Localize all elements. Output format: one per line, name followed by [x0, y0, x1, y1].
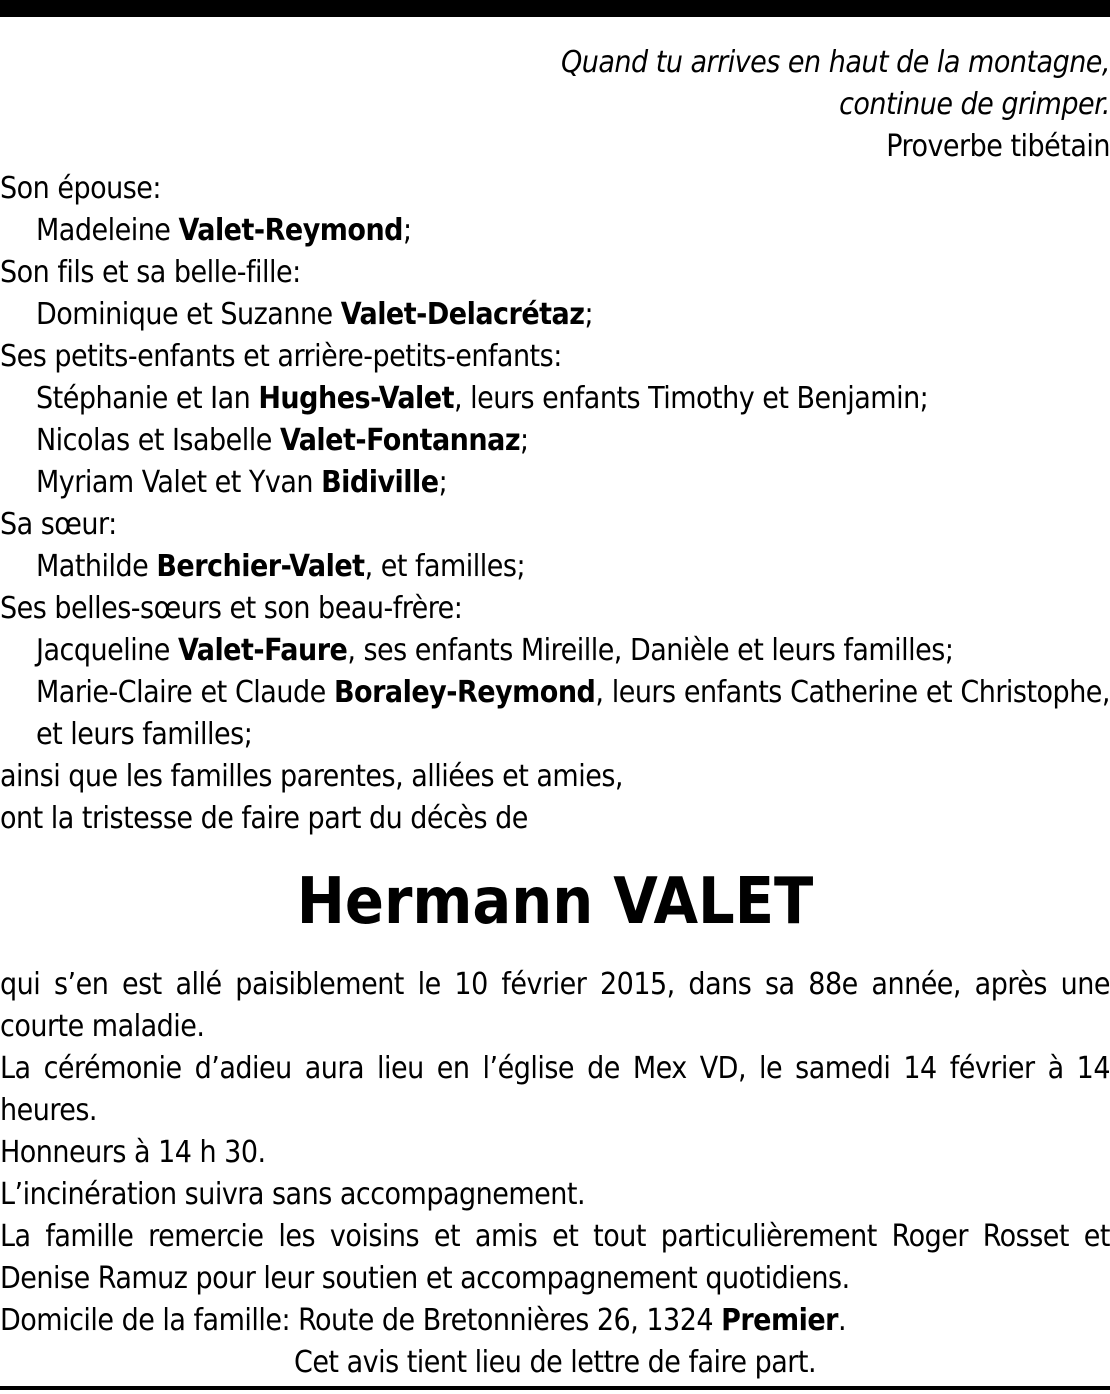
bottom-rule [0, 1386, 1110, 1390]
son-first-names: Dominique et Suzanne [36, 297, 341, 332]
gc1-surname: Hughes-Valet [258, 381, 455, 416]
ceremony-text: La cérémonie d’adieu aura lieu en l’église de Mex VD, le samedi 14 février à 14 heures. [0, 1051, 1110, 1128]
spouse-first-name: Madeleine [36, 213, 179, 248]
inlaw2-surname: Boraley-Reymond [333, 675, 596, 710]
grandchildren-heading: Ses petits-enfants et arrière-petits-enfants: [0, 339, 562, 374]
gc1-rest: , leurs enfants Timothy et Benjamin; [454, 381, 929, 416]
inlaw2-rest: , leurs enfants Catherine et Christophe, et leurs familles; [36, 675, 1110, 752]
gc1-first-names: Stéphanie et Ian [36, 381, 259, 416]
sister-entry [0, 546, 1110, 588]
gc3-surname: Bidiville [321, 465, 439, 500]
spouse-entry: Madeleine Valet-Reymond; [36, 213, 412, 248]
top-rule [0, 0, 1110, 17]
quote-source: Proverbe tibétain [886, 129, 1110, 164]
honours-text: Honneurs à 14 h 30. [0, 1135, 266, 1170]
inlaw2-first-names: Marie-Claire et Claude [36, 675, 334, 710]
grandchild-entry-3: Myriam Valet et Yvan Bidiville; [36, 465, 448, 500]
thanks-text: La famille remercie les voisins et amis et tout particulièrement Roger Rosset et Denise Ramuz pour leur soutien et accompagnement quotidiens. [0, 1219, 1110, 1296]
footer-note: Cet avis tient lieu de lettre de faire part. [293, 1345, 817, 1380]
quote-line-1: Quand tu arrives en haut de la montagne, [561, 45, 1110, 80]
inlaw-entry-2 [0, 672, 1110, 756]
family-list [0, 168, 1110, 840]
gc2-first-names: Nicolas et Isabelle [36, 423, 280, 458]
gc3-first-names: Myriam Valet et Yvan [36, 465, 322, 500]
gc2-surname: Valet-Fontannaz [279, 423, 521, 458]
inlaw1-rest: , ses enfants Mireille, Danièle et leurs familles; [347, 633, 954, 668]
son-entry: Dominique et Suzanne Valet-Delacrétaz; [36, 297, 594, 332]
grandchild-entry-2: Nicolas et Isabelle Valet-Fontannaz; [36, 423, 529, 458]
spouse-heading: Son épouse: [0, 171, 161, 206]
spouse-surname: Valet-Reymond [178, 213, 404, 248]
closing-line-1: ainsi que les familles parentes, alliées et amies, [0, 759, 623, 794]
sister-first-name: Mathilde [36, 549, 157, 584]
sister-rest: , et familles; [364, 549, 526, 584]
son-surname: Valet-Delacrétaz [340, 297, 585, 332]
inlaw1-surname: Valet-Faure [177, 633, 348, 668]
inlaw1-first-name: Jacqueline [36, 633, 178, 668]
details [0, 964, 1110, 1384]
closing-line-2: ont la tristesse de faire part du décès de [0, 801, 528, 836]
passing-text: qui s’en est allé paisiblement le 10 février 2015, dans sa 88e année, après une courte maladie. [0, 967, 1110, 1044]
inlaws-heading: Ses belles-sœurs et son beau-frère: [0, 591, 463, 626]
address-town: Premier [721, 1303, 838, 1338]
cremation-text: L’incinération suivra sans accompagnement. [0, 1177, 586, 1212]
epigraph [0, 42, 1110, 168]
inlaw-entry-1 [0, 630, 1110, 672]
deceased-name: Hermann VALET [296, 865, 814, 939]
son-heading: Son fils et sa belle-fille: [0, 255, 301, 290]
address-text [0, 1300, 1110, 1342]
address-street: Domicile de la famille: Route de Bretonnières 26, 1324 [0, 1303, 722, 1338]
obituary-notice [0, 42, 1110, 1384]
sister-surname: Berchier-Valet [156, 549, 365, 584]
grandchild-entry-1 [0, 378, 1110, 420]
quote-line-2: continue de grimper. [839, 87, 1110, 122]
address-end: . [838, 1303, 847, 1338]
sister-heading: Sa sœur: [0, 507, 117, 542]
